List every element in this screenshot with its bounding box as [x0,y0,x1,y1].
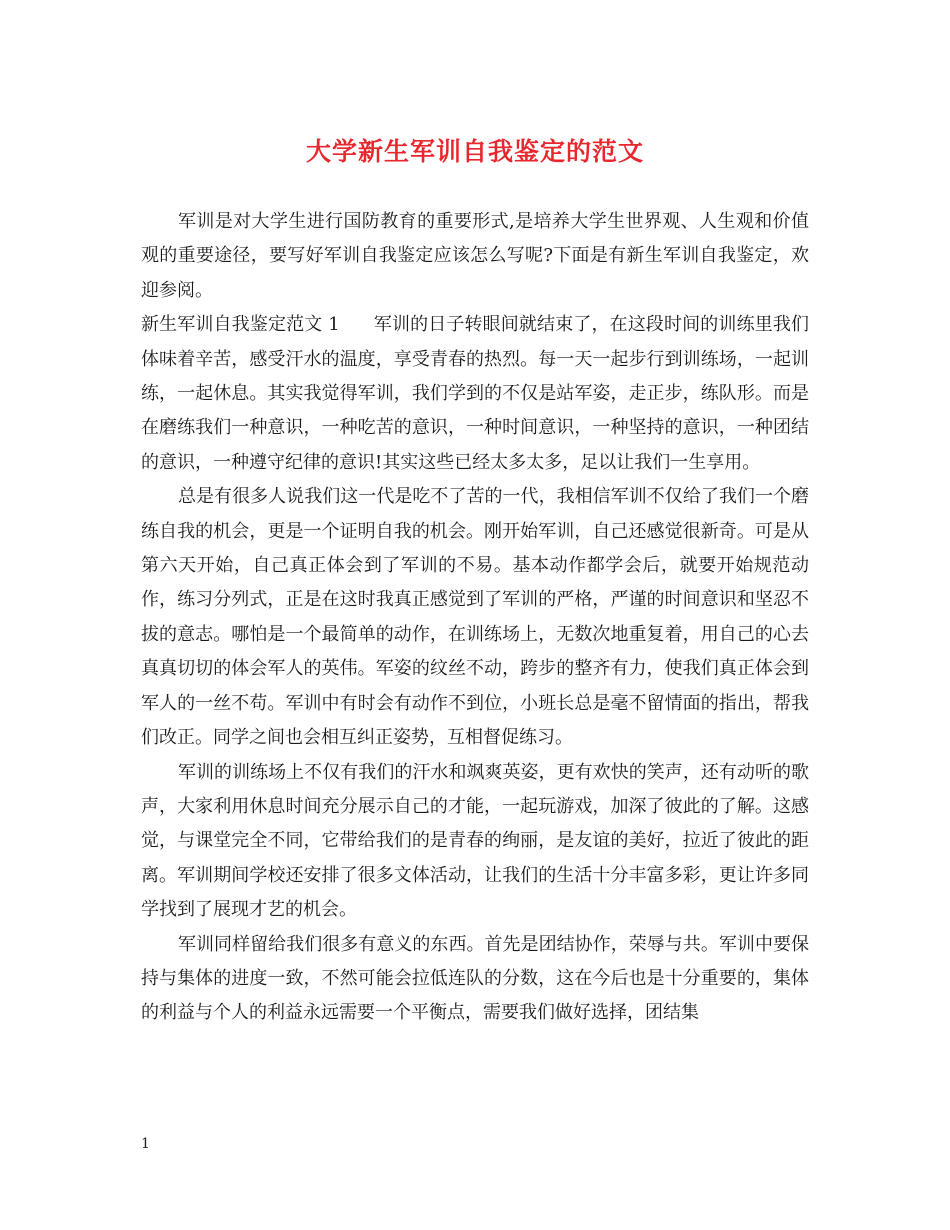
paragraph-text: 军训的日子转眼间就结束了，在这段时间的训练里我们体味着辛苦，感受汗水的温度，享受青春的热烈。每一天一起步行到训练场，一起训练，一起休息。其实我觉得军训，我们学到的不仅是站军姿，走正步，练队形。而是在磨练我们一种意识，一种吃苦的意识，一种时间意识，一种坚持的意识，一种团结的意识，一种遵守纪律的意识!其实这些已经太多太多，足以让我们一生享用。 [141,314,809,473]
document-title: 大学新生军训自我鉴定的范文 [305,137,644,166]
page-number: 1 [141,1136,150,1152]
body-paragraph-3: 军训的训练场上不仅有我们的汗水和飒爽英姿，更有欢快的笑声，还有动听的歌声，大家利用休息时间充分展示自己的才能，一起玩游戏，加深了彼此的了解。这感觉，与课堂完全不同，它带给我们的是青春的绚丽，是友谊的美好，拉近了彼此的距离。军训期间学校还安排了很多文体活动，让我们的生活十分丰富多彩，更让许多同学找到了展现才艺的机会。 [141,761,809,921]
section-paragraph-1 [141,308,809,480]
body-paragraph-4: 军训同样留给我们很多有意义的东西。首先是团结协作，荣辱与共。军训中要保持与集体的进度一致，不然可能会拉低连队的分数，这在今后也是十分重要的，集体的利益与个人的利益永远需要一个平衡点，需要我们做好选择，团结集 [141,933,809,1024]
intro-paragraph: 军训是对大学生进行国防教育的重要形式,是培养大学生世界观、人生观和价值观的重要途径，要写好军训自我鉴定应该怎么写呢?下面是有新生军训自我鉴定，欢迎参阅。 [141,211,809,301]
section-heading: 新生军训自我鉴定范文 1 [141,314,340,336]
body-paragraph-2: 总是有很多人说我们这一代是吃不了苦的一代，我相信军训不仅给了我们一个磨练自我的机会，更是一个证明自我的机会。刚开始军训，自己还感觉很新奇。可是从第六天开始，自己真正体会到了军训的不易。基本动作都学会后，就要开始规范动作，练习分列式，正是在这时我真正感觉到了军训的严格，严谨的时间意识和坚忍不拔的意志。哪怕是一个最简单的动作，在训练场上，无数次地重复着，用自己的心去真真切切的体会军人的英伟。军姿的纹丝不动，跨步的整齐有力，使我们真正体会到军人的一丝不苟。军训中有时会有动作不到位，小班长总是毫不留情面的指出，帮我们改正。同学之间也会相互纠正姿势，互相督促练习。 [141,486,809,749]
document-body [141,205,809,1031]
